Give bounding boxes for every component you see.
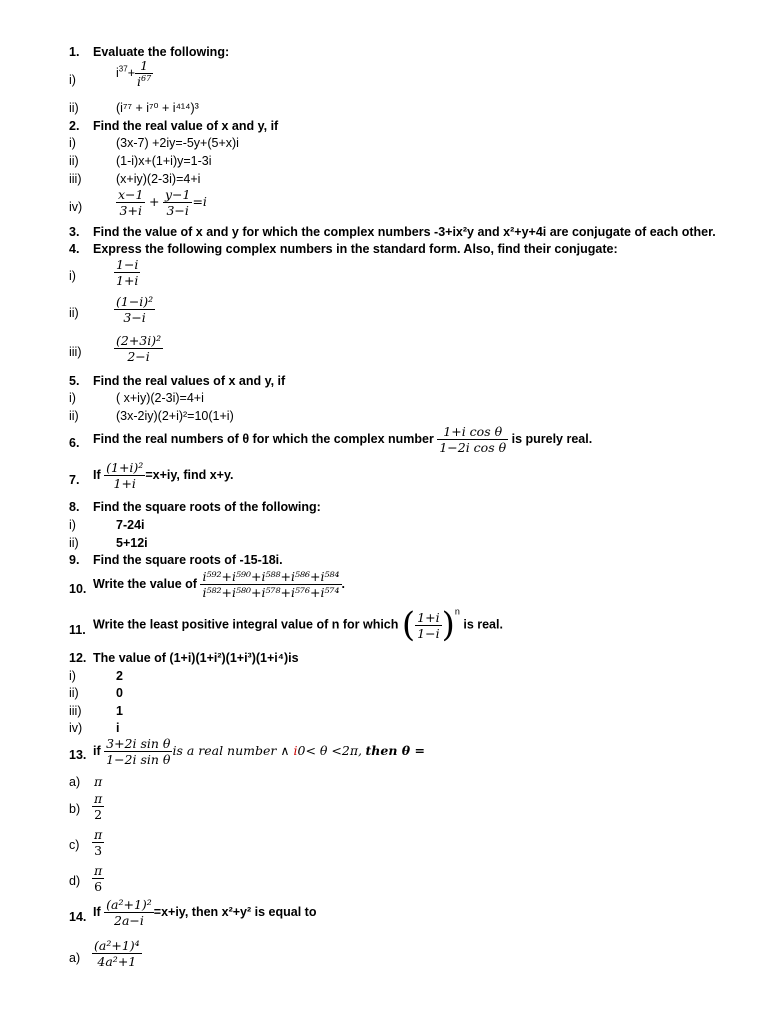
q12-number: 12.	[69, 651, 87, 665]
q1i-den	[135, 74, 153, 89]
q7-number: 7.	[69, 473, 80, 487]
q5-number: 5.	[69, 374, 80, 388]
q4-text: Express the following complex numbers in the standard form. Also, find their conjugate:	[93, 242, 618, 256]
q4iii-expression	[114, 333, 163, 364]
q1ii-text: (i⁷⁷ + i⁷⁰ + i⁴¹⁴)³	[116, 101, 199, 115]
q13-opt-a-value: π	[94, 774, 103, 789]
q13-opt-b-expression	[92, 791, 104, 822]
q1ii-label: ii)	[69, 101, 79, 115]
q4ii-num: (1−i)²	[116, 294, 154, 309]
q8i-text: 7-24i	[116, 518, 145, 532]
q8ii-text: 5+12i	[116, 536, 148, 550]
q4iii-num: (2+3i)²	[116, 333, 162, 348]
q2iv-label: iv)	[69, 200, 83, 214]
q13-fraction	[104, 736, 172, 767]
q2i-text: (3x-7) +2iy=-5y+(5+x)i	[116, 136, 239, 150]
q13-opt-d-fraction	[92, 863, 104, 894]
q2iv-operator: +	[148, 193, 160, 209]
q13-opt-b-fraction	[92, 791, 104, 822]
q10-line	[93, 569, 345, 600]
q5ii-label: ii)	[69, 409, 79, 423]
q4-number: 4.	[69, 242, 80, 256]
q11-left-paren: (	[401, 605, 416, 645]
q13-opt-c-num: π	[94, 827, 103, 842]
q10-pre: Write the value of	[93, 576, 197, 591]
q13-opt-d-num: π	[94, 863, 103, 878]
q7-fraction	[104, 460, 145, 491]
q13-opt-c-den: 3	[94, 843, 103, 858]
q6-num: 1+i cos θ	[437, 424, 508, 440]
q14a-den: 4a²+1	[97, 954, 137, 969]
q14-post: =x+iy, then x²+y² is equal to	[153, 904, 317, 919]
q12-opt-3-text: 1	[116, 704, 123, 718]
q10-num: i⁵⁹²+i⁵⁹⁰+i⁵⁸⁸+i⁵⁸⁶+i⁵⁸⁴	[202, 569, 340, 584]
q8-text: Find the square roots of the following:	[93, 500, 321, 514]
q12-opt-1-label: i)	[69, 669, 76, 683]
q4ii-label: ii)	[69, 306, 79, 320]
q10-number: 10.	[69, 582, 87, 596]
q2iii-label: iii)	[69, 172, 82, 186]
q5i-text: ( x+iy)(2-3i)=4+i	[116, 391, 204, 405]
q14a-label: a)	[69, 951, 81, 965]
q13-tail: 0< θ <2π,	[297, 742, 363, 758]
q13-opt-c-expression	[92, 827, 104, 858]
q2iv-fraction-1	[116, 187, 145, 218]
q13-den: 1−2i sin θ	[106, 752, 171, 767]
q4i-den: 1+i	[116, 273, 139, 288]
q6-number: 6.	[69, 436, 80, 450]
q6-post: is purely real.	[511, 431, 593, 446]
q12-opt-2-label: ii)	[69, 686, 79, 700]
q13-then: then θ =	[365, 742, 425, 758]
q13-opt-b-label: b)	[69, 802, 81, 816]
q1i-base: i	[116, 65, 119, 80]
q13-opt-c-fraction	[92, 827, 104, 858]
q13-opt-b-den: 2	[94, 807, 103, 822]
q13-line	[93, 736, 425, 767]
q14-den: 2a−i	[114, 913, 144, 928]
q10-den: i⁵⁸²+i⁵⁸⁰+i⁵⁷⁸+i⁵⁷⁶+i⁵⁷⁴	[202, 585, 340, 600]
q4i-fraction	[114, 257, 140, 288]
q1i-den-exp: 67	[141, 73, 152, 83]
q14-pre: If	[93, 904, 101, 919]
q8ii-label: ii)	[69, 536, 79, 550]
q1i-expression	[116, 58, 153, 89]
q2-text: Find the real value of x and y, if	[93, 119, 279, 133]
q3-number: 3.	[69, 225, 80, 239]
q12-opt-4-label: iv)	[69, 721, 83, 735]
q4iii-fraction	[114, 333, 163, 364]
q9-text: Find the square roots of -15-18i.	[93, 553, 283, 567]
q2i-label: i)	[69, 136, 76, 150]
q1i-plus: +	[127, 65, 135, 80]
q2iv-rhs: =i	[192, 193, 207, 209]
q11-number: 11.	[69, 623, 86, 637]
q2iv-f1-den: 3+i	[119, 203, 142, 218]
q14-num: (a²+1)²	[106, 897, 152, 912]
q12-text: The value of (1+i)(1+i²)(1+i³)(1+i⁴)is	[93, 651, 299, 665]
q2iv-f2-num: y−1	[164, 187, 191, 202]
q7-post: =x+iy, find x+y.	[145, 467, 234, 482]
q1-number: 1.	[69, 45, 80, 59]
q1i-den-base: i	[137, 74, 141, 89]
q13-num: 3+2i sin θ	[106, 736, 171, 751]
q2iv-f2-den: 3−i	[166, 203, 189, 218]
q8-number: 8.	[69, 500, 80, 514]
q11-post: is real.	[463, 617, 503, 632]
q1i-label: i)	[69, 73, 76, 87]
q7-pre: If	[93, 467, 101, 482]
q4ii-fraction	[114, 294, 155, 325]
q11-exp: n	[454, 606, 460, 617]
q7-num: (1+i)²	[106, 460, 144, 475]
q13-number: 13.	[69, 748, 87, 762]
q8i-label: i)	[69, 518, 76, 532]
q14a-expression	[92, 938, 142, 969]
q14-number: 14.	[69, 910, 87, 924]
q4ii-den: 3−i	[123, 310, 146, 325]
q13-opt-a-label: a)	[69, 775, 81, 789]
q13-red-glyph: i	[293, 742, 298, 758]
q2-number: 2.	[69, 119, 80, 133]
q2iv-f1-num: x−1	[118, 187, 144, 202]
q2iii-text: (x+iy)(2-3i)=4+i	[116, 172, 201, 186]
q11-pre: Write the least positive integral value of n for which	[93, 617, 399, 632]
q4iii-label: iii)	[69, 345, 82, 359]
q5i-label: i)	[69, 391, 76, 405]
q4iii-den: 2−i	[127, 349, 150, 364]
q5ii-text: (3x-2iy)(2+i)²=10(1+i)	[116, 409, 234, 423]
q11-right-paren: )	[441, 605, 455, 645]
q1i-num: 1	[135, 58, 153, 74]
q6-fraction	[437, 424, 508, 455]
q13-pre: if	[93, 743, 101, 758]
q11-line	[93, 605, 503, 645]
q12-opt-3-label: iii)	[69, 704, 82, 718]
q14a-fraction	[92, 938, 142, 969]
q14-line	[93, 897, 316, 928]
q4ii-expression	[114, 294, 155, 325]
q10-fraction	[200, 569, 341, 600]
q11-num: 1+i	[417, 609, 440, 625]
q11-fraction	[415, 610, 441, 641]
q12-opt-4-text: i	[116, 721, 120, 735]
q13-opt-c-label: c)	[69, 838, 80, 852]
q3-text: Find the value of x and y for which the complex numbers -3+ix²y and x²+y+4i are conjugate of each other.	[93, 225, 716, 239]
q14-fraction	[104, 897, 154, 928]
q2ii-text: (1-i)x+(1+i)y=1-3i	[116, 154, 212, 168]
q13-opt-b-num: π	[94, 791, 103, 806]
q4i-expression	[114, 257, 140, 288]
q6-line	[93, 424, 592, 455]
q9-number: 9.	[69, 553, 80, 567]
q2ii-label: ii)	[69, 154, 79, 168]
q7-line	[93, 460, 233, 491]
q14a-num: (a²+1)⁴	[94, 938, 140, 953]
q6-den: 1−2i cos θ	[439, 440, 507, 455]
q12-opt-2-text: 0	[116, 686, 123, 700]
q12-opt-1-text: 2	[116, 669, 123, 683]
q4i-num: 1−i	[116, 257, 139, 272]
q6-pre: Find the real numbers of θ for which the complex number	[93, 431, 434, 446]
q1i-exp: 37	[118, 64, 128, 74]
q10-post: .	[341, 576, 345, 591]
q13-mid: is a real number ∧	[172, 742, 294, 758]
q7-den: 1+i	[113, 476, 136, 491]
q13-opt-d-den: 6	[94, 879, 103, 894]
q2iv-fraction-2	[163, 187, 193, 218]
q4i-label: i)	[69, 269, 76, 283]
q1-text: Evaluate the following:	[93, 45, 230, 59]
q2iv-expression	[116, 187, 207, 218]
q1i-fraction	[135, 58, 153, 89]
q13-opt-d-label: d)	[69, 874, 81, 888]
q11-den: 1−i	[417, 625, 440, 641]
q13-opt-d-expression	[92, 863, 104, 894]
q5-text: Find the real values of x and y, if	[93, 374, 286, 388]
